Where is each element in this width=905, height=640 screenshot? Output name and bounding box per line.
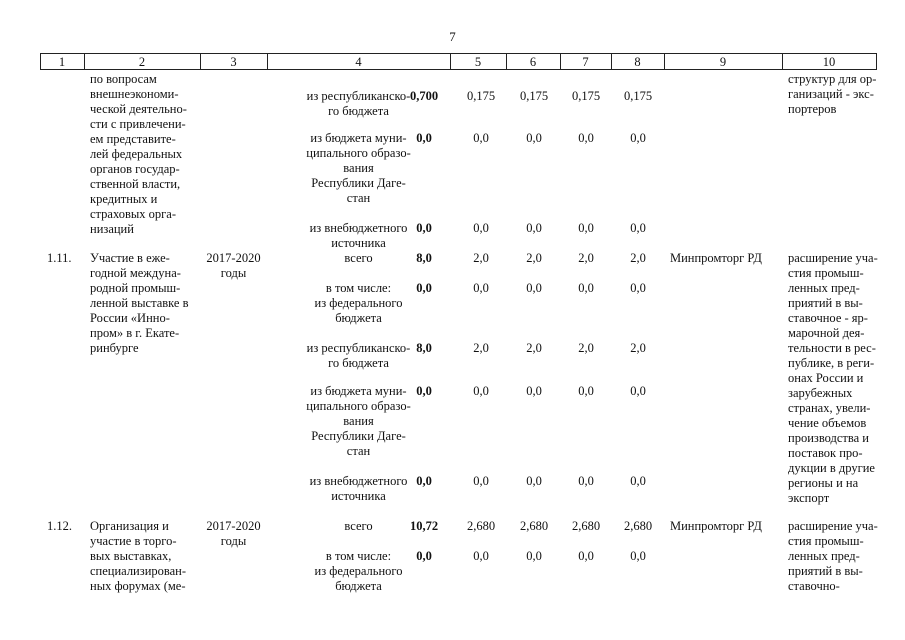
continued-result: структур для ор- ганизаций - экс- портеров [788, 72, 877, 116]
funding-total: 0,0 [416, 131, 432, 145]
funding-value: 0,0 [473, 281, 489, 295]
item-description: Участие в еже- годной междуна- родной промыш- ленной выставке в России «Инно- пром» в г. Екате- ринбурге [90, 251, 189, 355]
funding-value: 0,0 [473, 221, 489, 235]
funding-total: 8,0 [416, 251, 432, 265]
funding-value: 2,680 [466, 519, 496, 533]
funding-value: 2,680 [571, 519, 601, 533]
header-bottom-border [40, 69, 876, 70]
item-executor: Минпромторг РД [670, 251, 762, 265]
funding-value: 0,0 [526, 474, 542, 488]
header-col-2: 2 [138, 55, 146, 69]
funding-value: 0,175 [466, 89, 496, 103]
funding-value: 2,0 [473, 251, 489, 265]
funding-value: 0,175 [571, 89, 601, 103]
funding-value: 0,175 [519, 89, 549, 103]
item-number: 1.11. [47, 251, 72, 265]
funding-value: 0,0 [630, 131, 646, 145]
funding-source: в том числе: из федерального бюджета [314, 549, 403, 593]
header-col-10: 10 [822, 55, 836, 69]
funding-source: из республиканско- го бюджета [306, 341, 411, 370]
funding-value: 0,0 [630, 221, 646, 235]
header-col-1: 1 [58, 55, 66, 69]
funding-total: 0,0 [416, 281, 432, 295]
funding-value: 0,0 [630, 549, 646, 563]
funding-value: 0,0 [526, 281, 542, 295]
header-col-3: 3 [230, 55, 237, 69]
funding-value: 2,0 [578, 341, 594, 355]
item-description: Организация и участие в торго- вых выставках, специализирован- ных форумах (ме- [90, 519, 187, 593]
funding-total: 0,0 [416, 384, 432, 398]
item-years: 2017-2020 годы [206, 519, 261, 548]
funding-value: 0,0 [578, 474, 594, 488]
funding-source: из бюджета муни- ципального образо- вания Республики Даге- стан [306, 384, 411, 458]
funding-value: 2,0 [526, 251, 542, 265]
funding-value: 0,0 [578, 131, 594, 145]
header-col-8: 8 [634, 55, 641, 69]
funding-value: 2,680 [519, 519, 549, 533]
funding-value: 0,175 [623, 89, 653, 103]
funding-total: 0,0 [416, 221, 432, 235]
funding-source: из республиканско- го бюджета [306, 89, 411, 118]
funding-value: 0,0 [578, 281, 594, 295]
funding-source: из внебюджетного источника [309, 221, 408, 250]
funding-total: 8,0 [416, 341, 432, 355]
header-divider [876, 53, 877, 70]
funding-value: 2,0 [473, 341, 489, 355]
item-number: 1.12. [47, 519, 72, 533]
funding-total: 10,72 [409, 519, 439, 533]
continued-description: по вопросам внешнеэкономи- ческой деятельно- сти с привлечени- ем представите- лей федеральных органов государ- ственной власти, кредитных и страховых орга- низаций [90, 72, 187, 236]
funding-value: 0,0 [526, 384, 542, 398]
funding-value: 0,0 [473, 549, 489, 563]
funding-total: 0,700 [409, 89, 439, 103]
funding-value: 0,0 [630, 384, 646, 398]
funding-value: 0,0 [630, 281, 646, 295]
funding-value: 0,0 [473, 131, 489, 145]
funding-value: 0,0 [526, 221, 542, 235]
funding-value: 0,0 [630, 474, 646, 488]
item-executor: Минпромторг РД [670, 519, 762, 533]
funding-total: 0,0 [416, 474, 432, 488]
header-col-5: 5 [474, 55, 482, 69]
funding-value: 2,0 [630, 251, 646, 265]
funding-source: из внебюджетного источника [309, 474, 408, 503]
funding-value: 0,0 [578, 221, 594, 235]
funding-value: 0,0 [578, 549, 594, 563]
header-col-9: 9 [719, 55, 727, 69]
header-col-6: 6 [529, 55, 537, 69]
funding-source: в том числе: из федерального бюджета [314, 281, 403, 325]
funding-source: всего [344, 519, 373, 533]
funding-value: 0,0 [578, 384, 594, 398]
funding-value: 2,0 [526, 341, 542, 355]
funding-source: из бюджета муни- ципального образо- вания Республики Даге- стан [306, 131, 411, 205]
funding-value: 2,0 [630, 341, 646, 355]
funding-value: 2,0 [578, 251, 594, 265]
item-years: 2017-2020 годы [206, 251, 261, 280]
header-col-7: 7 [582, 55, 589, 69]
funding-value: 0,0 [526, 131, 542, 145]
funding-value: 0,0 [473, 384, 489, 398]
header-col-4: 4 [355, 55, 362, 69]
funding-value: 2,680 [623, 519, 653, 533]
item-result: расширение уча- стия промыш- ленных пред- приятий в вы- ставочно- [788, 519, 878, 593]
page-number: 7 [449, 29, 456, 44]
funding-value: 0,0 [473, 474, 489, 488]
funding-total: 0,0 [416, 549, 432, 563]
header-top-border [40, 53, 876, 54]
item-result: расширение уча- стия промыш- ленных пред- приятий в вы- ставочное - яр- марочной дея- тельности в рес- публике, в реги- онах России и зарубежных странах, увели- чение объемов производства и поставок про- дукции в другие регионы и на экспорт [788, 251, 878, 505]
funding-value: 0,0 [526, 549, 542, 563]
funding-source: всего [344, 251, 373, 265]
